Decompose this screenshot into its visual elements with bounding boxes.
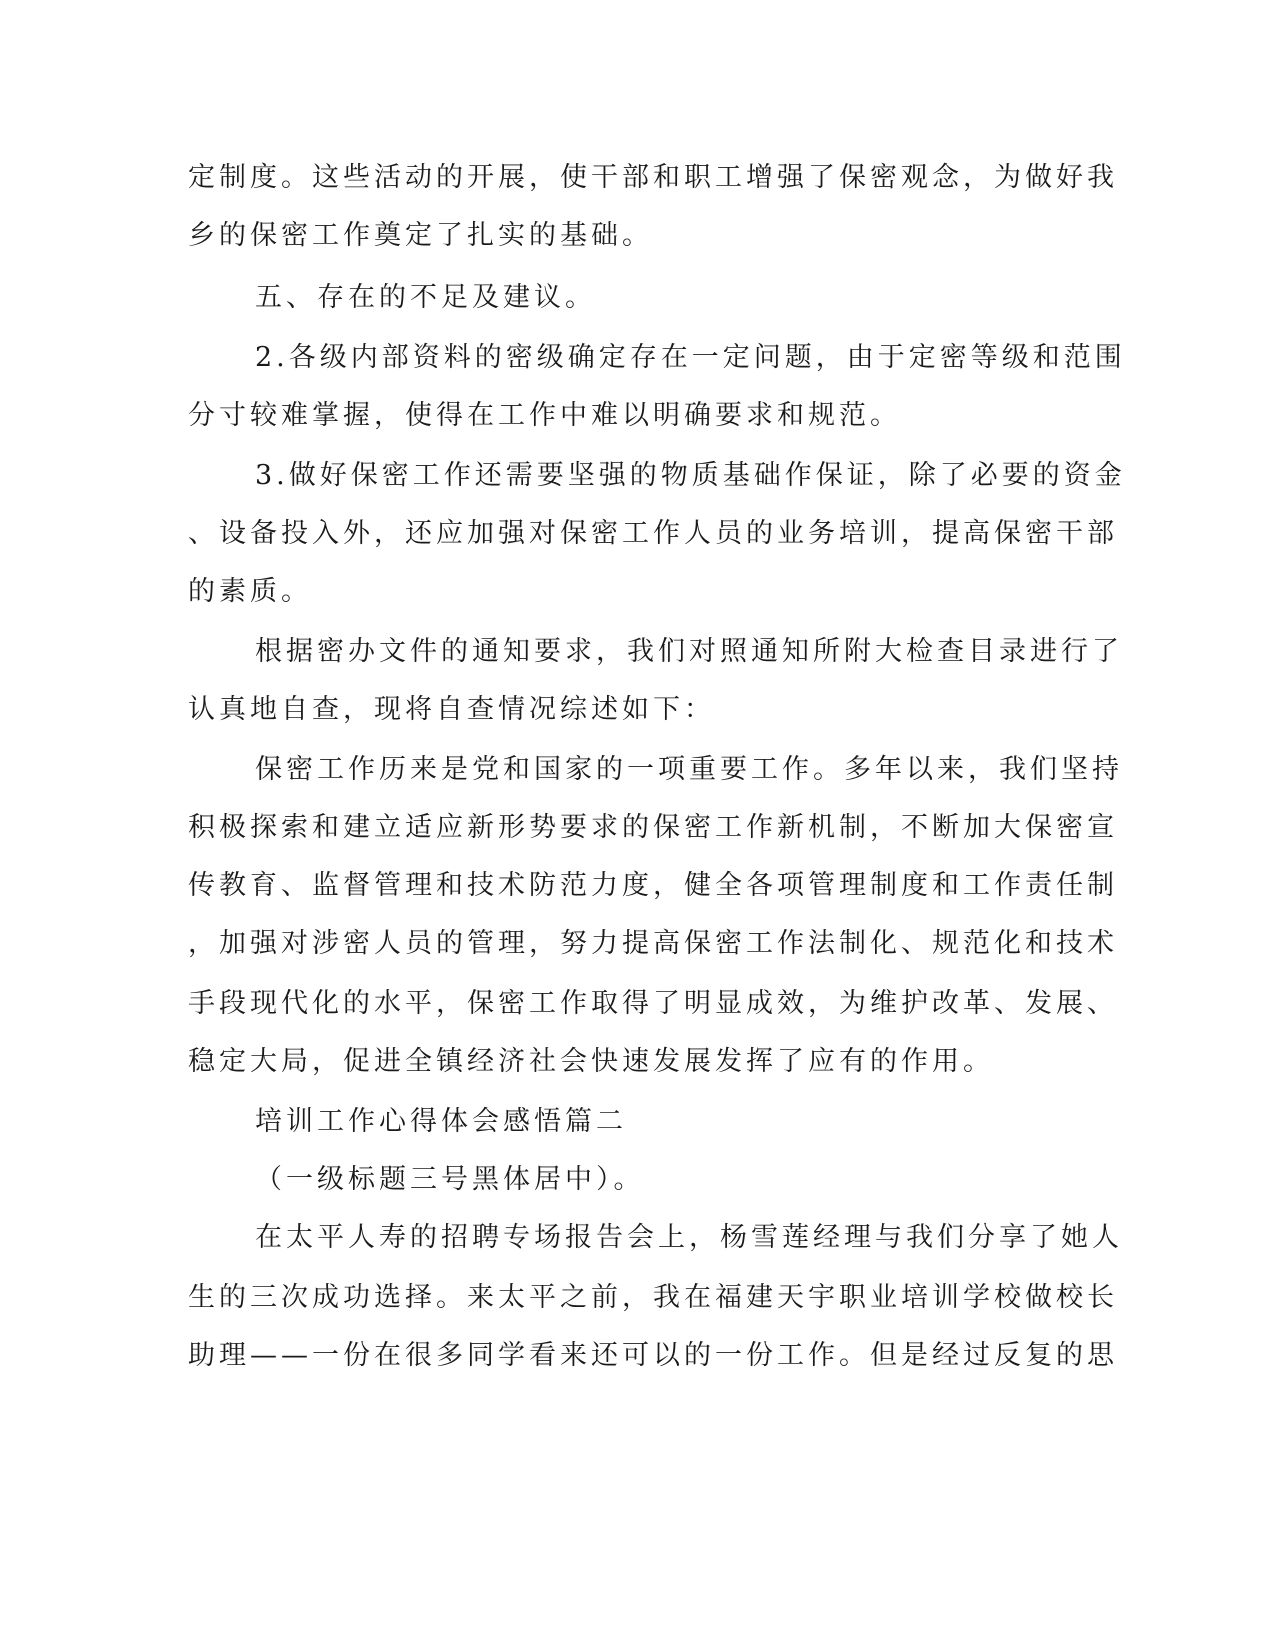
text-line: 认真地自查，现将自查情况综述如下： [188, 694, 715, 725]
article-heading: 培训工作心得体会感悟篇二 [255, 1106, 627, 1137]
text-line: 在太平人寿的招聘专场报告会上，杨雪莲经理与我们分享了她人 [255, 1222, 1123, 1253]
text-line: 稳定大局，促进全镇经济社会快速发展发挥了应有的作用。 [188, 1046, 994, 1077]
text-line: 积极探索和建立适应新形势要求的保密工作新机制，不断加大保密宣 [188, 812, 1118, 843]
text-line: 定制度。这些活动的开展，使干部和职工增强了保密观念，为做好我 [188, 162, 1118, 193]
text-line: 生的三次成功选择。来太平之前，我在福建天宇职业培训学校做校长 [188, 1282, 1118, 1313]
text-line: 手段现代化的水平，保密工作取得了明显成效，为维护改革、发展、 [188, 988, 1118, 1019]
text-line: 乡的保密工作奠定了扎实的基础。 [188, 220, 653, 251]
text-line: 3.做好保密工作还需要坚强的物质基础作保证，除了必要的资金 [255, 460, 1126, 491]
text-line: 2.各级内部资料的密级确定存在一定问题，由于定密等级和范围 [255, 342, 1126, 373]
text-line: ，加强对涉密人员的管理，努力提高保密工作法制化、规范化和技术 [188, 928, 1118, 959]
text-line: 保密工作历来是党和国家的一项重要工作。多年以来，我们坚持 [255, 754, 1123, 785]
text-line: 分寸较难掌握，使得在工作中难以明确要求和规范。 [188, 400, 901, 431]
heading-note: （一级标题三号黑体居中）。 [255, 1164, 645, 1195]
text-line: 、设备投入外，还应加强对保密工作人员的业务培训，提高保密干部 [188, 518, 1118, 549]
text-line: 根据密办文件的通知要求，我们对照通知所附大检查目录进行了 [255, 636, 1123, 667]
text-line: 传教育、监督管理和技术防范力度，健全各项管理制度和工作责任制 [188, 870, 1118, 901]
text-line: 的素质。 [188, 576, 312, 607]
section-heading: 五、存在的不足及建议。 [255, 282, 596, 313]
text-line: 助理——一份在很多同学看来还可以的一份工作。但是经过反复的思 [188, 1340, 1118, 1371]
